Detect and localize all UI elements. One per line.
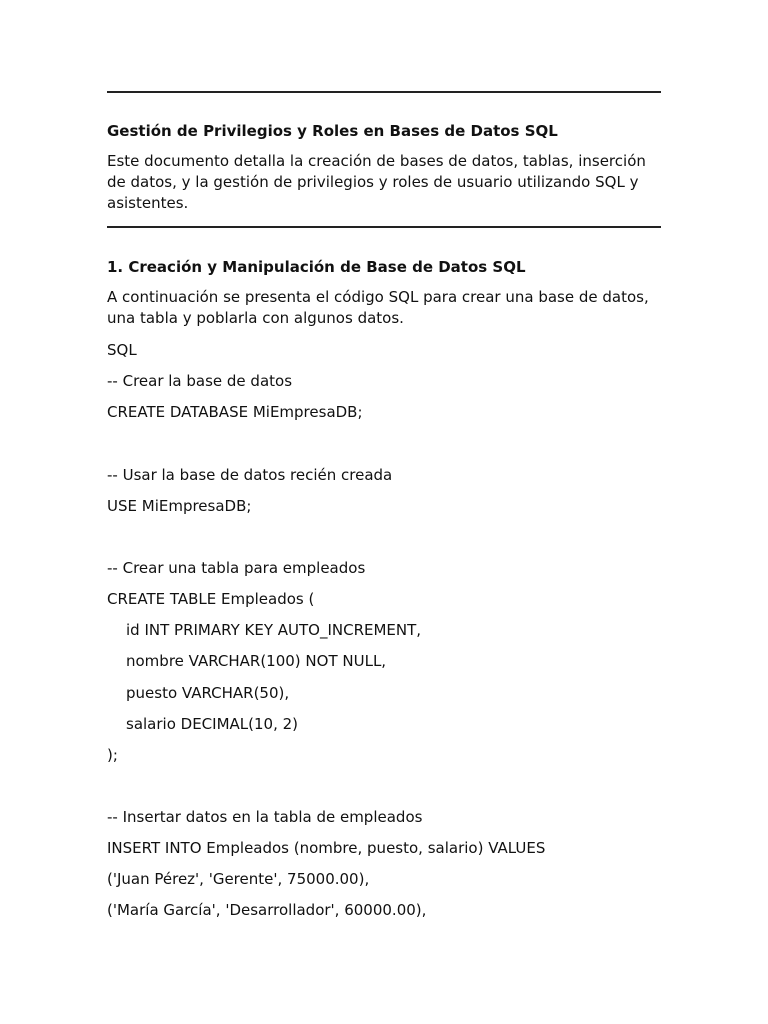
code-line: -- Usar la base de datos recién creada [107, 466, 393, 484]
section-description: A continuación se presenta el código SQL para crear una base de datos, una tabla y poblarla con algunos datos. [107, 288, 649, 327]
code-line: CREATE TABLE Empleados ( [107, 590, 315, 608]
code-line: salario DECIMAL(10, 2) [126, 715, 299, 733]
intro-paragraph: Este documento detalla la creación de bases de datos, tablas, inserción de datos, y la gestión de privilegios y roles de usuario utilizando SQL y asistentes. [107, 152, 646, 212]
section-divider [107, 226, 661, 228]
document-title: Gestión de Privilegios y Roles en Bases de Datos SQL [107, 122, 558, 140]
section-heading: 1. Creación y Manipulación de Base de Datos SQL [107, 258, 526, 276]
code-line: puesto VARCHAR(50), [126, 684, 290, 702]
code-line: ); [107, 746, 118, 764]
code-language-label: SQL [107, 341, 137, 359]
code-line: ('María García', 'Desarrollador', 60000.00), [107, 901, 427, 919]
code-line: CREATE DATABASE MiEmpresaDB; [107, 403, 363, 421]
code-line: INSERT INTO Empleados (nombre, puesto, salario) VALUES [107, 839, 546, 857]
code-line: nombre VARCHAR(100) NOT NULL, [126, 652, 387, 670]
code-line: ('Juan Pérez', 'Gerente', 75000.00), [107, 870, 370, 888]
code-line: -- Insertar datos en la tabla de empleados [107, 808, 423, 826]
code-line: -- Crear la base de datos [107, 372, 293, 390]
top-divider [107, 91, 661, 93]
code-line: -- Crear una tabla para empleados [107, 559, 366, 577]
code-line: id INT PRIMARY KEY AUTO_INCREMENT, [126, 621, 422, 639]
code-line: USE MiEmpresaDB; [107, 497, 252, 515]
